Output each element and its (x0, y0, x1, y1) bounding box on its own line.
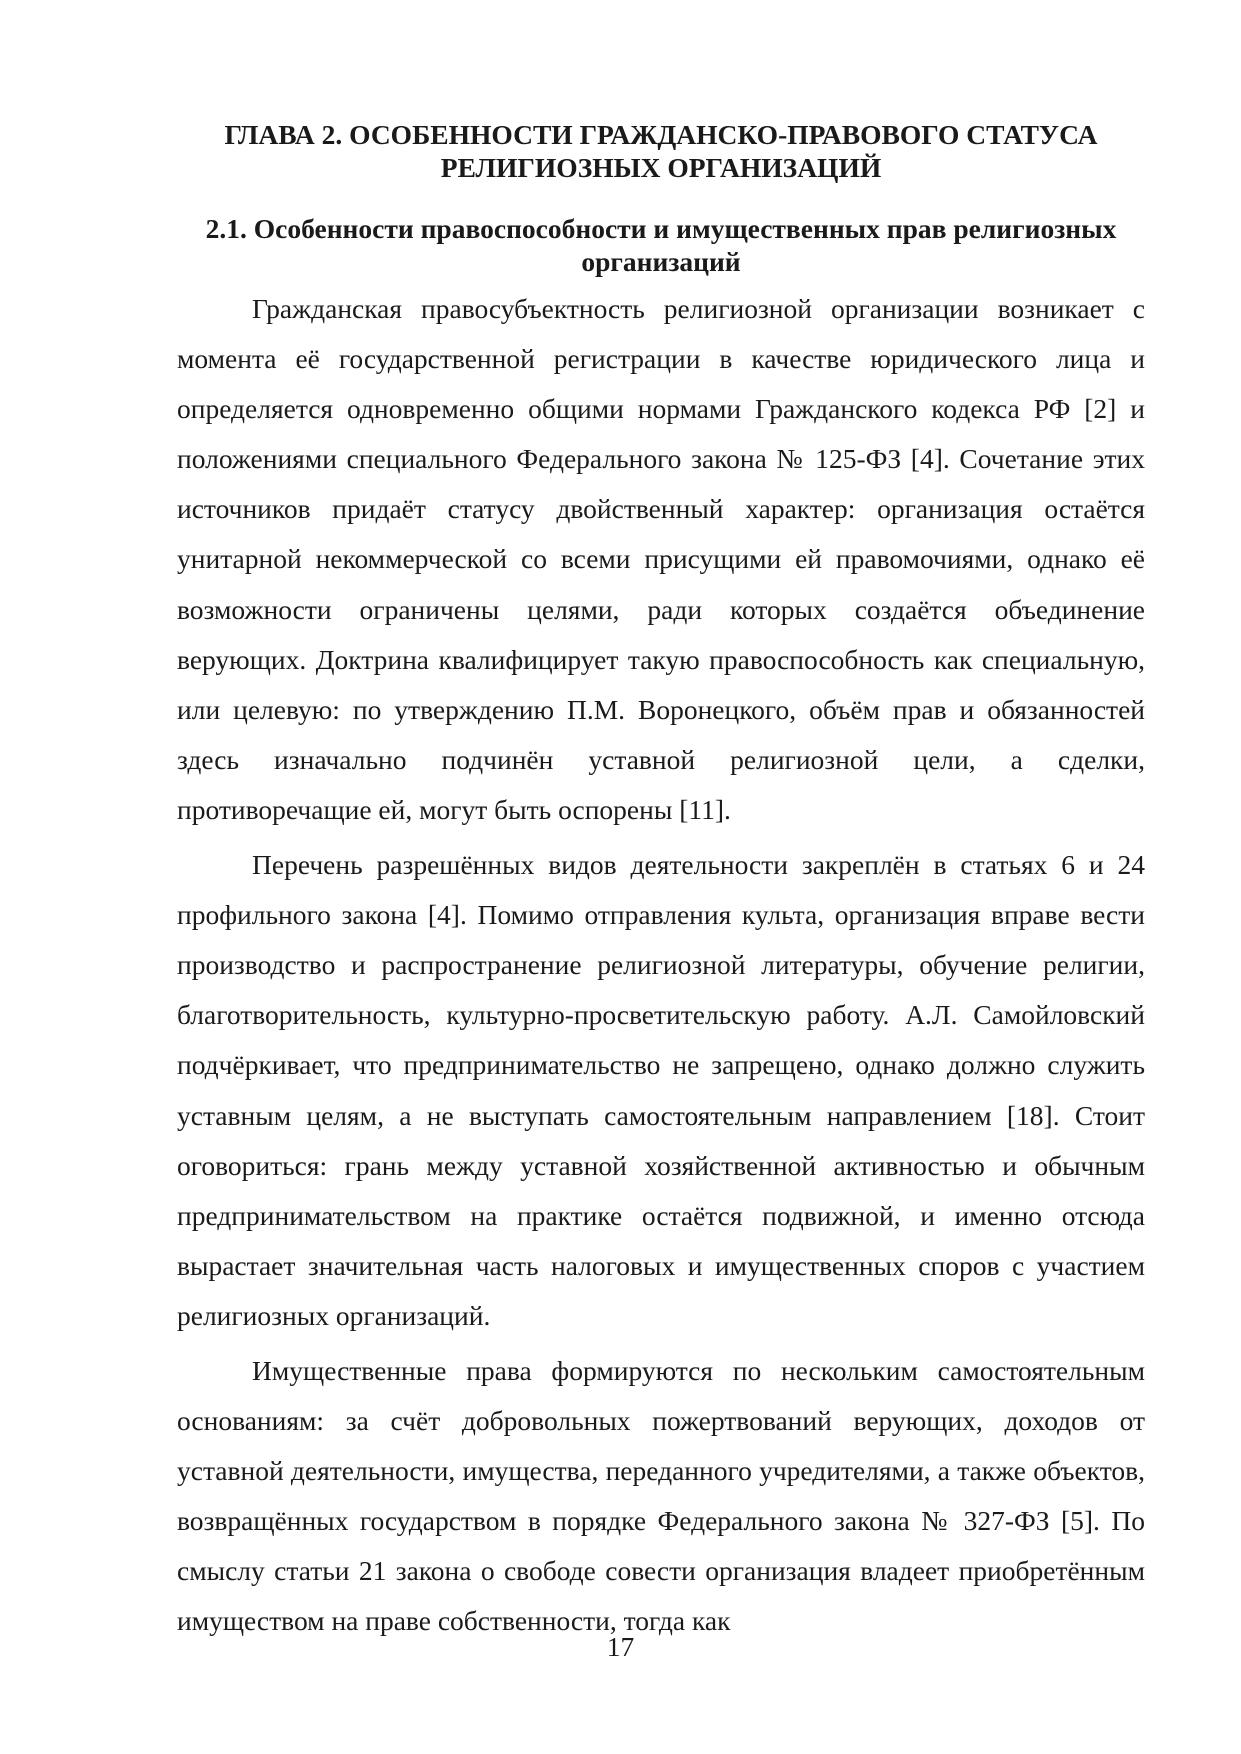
section-title: 2.1. Особенности правоспособности и имущественных прав религиозных организаций (205, 213, 1117, 277)
page-number: 17 (606, 1631, 635, 1662)
chapter-title: ГЛАВА 2. ОСОБЕННОСТИ ГРАЖДАНСКО-ПРАВОВОГО СТАТУСА РЕЛИГИОЗНЫХ ОРГАНИЗАЦИЙ (224, 119, 1098, 183)
body-text (177, 284, 1145, 1647)
paragraph-2: Перечень разрешённых видов деятельности закреплён в статьях 6 и 24 профильного закона [4]. Помимо отправления культа, организация вправе вести производство и распространение религиозной литературы, обучение религии, благотворительность, культурно-просветительскую работу. А.Л. Самойловский подчёркивает, что предпринимательство не запрещено, однако должно служить уставным целям, а не выступать самостоятельным направлением [18]. Стоит оговориться: грань между уставной хозяйственной активностью и обычным предпринимательством на практике остаётся подвижной, и именно отсюда вырастает значительная часть налоговых и имущественных споров с участием религиозных организаций. (177, 849, 1145, 1331)
paragraph-3: Имущественные права формируются по нескольким самостоятельным основаниям: за счёт добровольных пожертвований верующих, доходов от уставной деятельности, имущества, переданного учредителями, а также объектов, возвращённых государством в порядке Федерального закона № 327-ФЗ [5]. По смыслу статьи 21 закона о свободе совести организация владеет приобретённым имуществом на праве собственности, тогда как (177, 1354, 1145, 1637)
paragraph-1: Гражданская правосубъектность религиозной организации возникает с момента её государственной регистрации в качестве юридического лица и определяется одновременно общими нормами Гражданского кодекса РФ [2] и положениями специального Федерального закона № 125-ФЗ [4]. Сочетание этих источников придаёт статусу двойственный характер: организация остаётся унитарной некоммерческой со всеми присущими ей правомочиями, однако её возможности ограничены целями, ради которых создаётся объединение верующих. Доктрина квалифицирует такую правоспособность как специальную, или целевую: по утверждению П.М. Воронецкого, объём прав и обязанностей здесь изначально подчинён уставной религиозной цели, а сделки, противоречащие ей, могут быть оспорены [11]. (177, 293, 1145, 825)
